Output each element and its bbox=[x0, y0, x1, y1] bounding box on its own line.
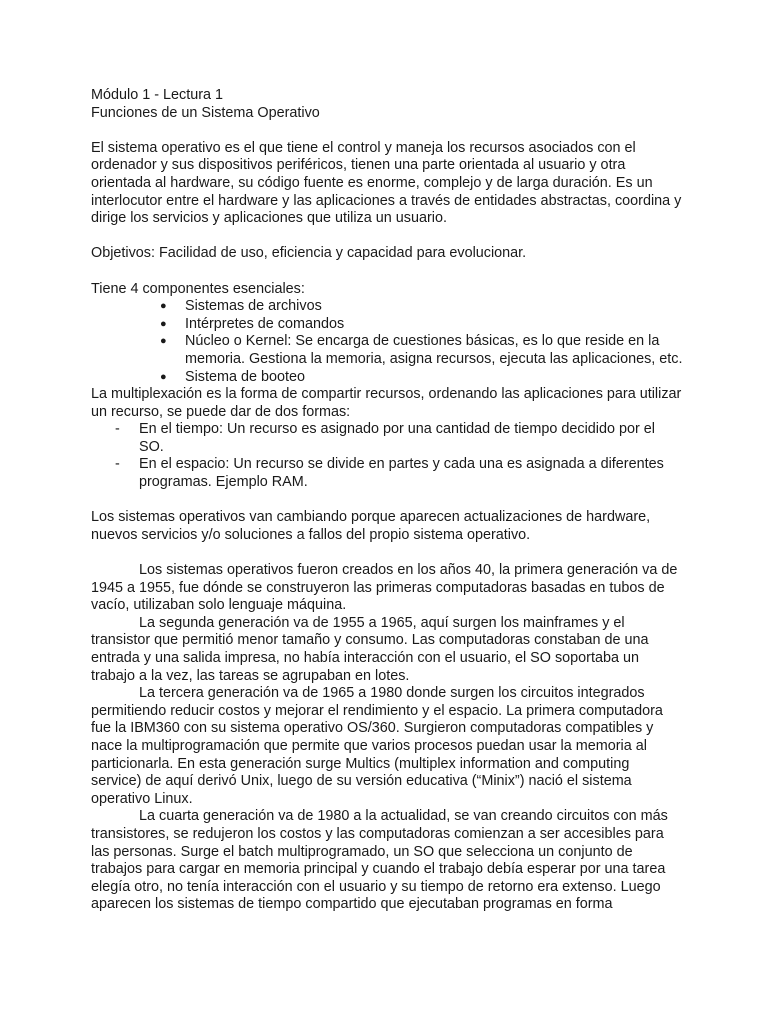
document-body bbox=[91, 87, 683, 914]
change-paragraph: Los sistemas operativos van cambiando porque aparecen actualizaciones de hardware, nuevos servicios y/o soluciones a fallos del propio sistema operativo. bbox=[91, 509, 651, 543]
spacer bbox=[91, 122, 683, 140]
history-paragraph-4: La cuarta generación va de 1980 a la actualidad, se van creando circuitos con más transistores, se redujeron los costos y las computadoras comienzan a ser accesibles para las personas. Surge el batch multiprogramado, un SO que selecciona un conjunto de trabajos para cargar en memoria principal y cuando el trabajo debía esperar por una tarea elegía otro, no tenía interacción con el usuario y su tiempo de retorno era extenso. Luego aparecen los sistemas de tiempo compartido que ejecutaban programas en forma bbox=[91, 808, 668, 913]
list-item: ● Sistema de booteo bbox=[160, 368, 306, 385]
list-item: ● Intérpretes de comandos bbox=[160, 315, 345, 332]
spacer bbox=[91, 492, 683, 510]
document-title: Funciones de un Sistema Operativo bbox=[91, 104, 320, 121]
multiplex-lead: La multiplexación es la forma de compartir recursos, ordenando las aplicaciones para utilizar un recurso, se puede dar de dos formas: bbox=[91, 386, 682, 420]
list-item: ● Núcleo o Kernel: Se encarga de cuestiones básicas, es lo que reside en la memoria. Gestiona la memoria, asigna recursos, ejecuta las aplicaciones, etc. bbox=[160, 333, 683, 367]
module-title: Módulo 1 - Lectura 1 bbox=[91, 87, 223, 103]
bullet-icon: ● bbox=[160, 370, 167, 383]
objectives-paragraph: Objetivos: Facilidad de uso, eficiencia y capacidad para evolucionar. bbox=[91, 245, 527, 262]
spacer bbox=[91, 544, 683, 562]
spacer bbox=[91, 228, 683, 246]
bullet-icon: ● bbox=[160, 335, 167, 348]
history-paragraph-3: La tercera generación va de 1965 a 1980 donde surgen los circuitos integrados permitiendo reducir costos y mejorar el rendimiento y el espacio. La primera computadora fue la IBM360 con su sistema operativo OS/360. Surgieron computadoras compatibles y nace la multiprogramación que permite que varios procesos puedan usar la memoria al particionarla. En esta generación surge Multics (multiplex information and computing service) de aquí derivó Unix, luego de su versión educativa (“Minix”) nació el sistema operativo Linux. bbox=[91, 685, 663, 807]
dash-icon: - bbox=[115, 456, 120, 473]
bullet-icon: ● bbox=[160, 300, 167, 313]
history-paragraph-2: La segunda generación va de 1955 a 1965, aquí surgen los mainframes y el transistor que permitió menor tamaño y consumo. Las computadoras constaban de una entrada y una salida impresa, no había interacción con el usuario, el SO soportaba un trabajo a la vez, las tareas se agrupaban en lotes. bbox=[91, 614, 649, 684]
spacer bbox=[91, 263, 683, 281]
components-list bbox=[91, 298, 683, 386]
dash-icon: - bbox=[115, 421, 120, 438]
history-paragraph-1: Los sistemas operativos fueron creados en los años 40, la primera generación va de 1945 a 1955, fue dónde se construyeron las primeras computadoras basadas en tubos de vacío, utilizaban solo lenguaje máquina. bbox=[91, 562, 678, 614]
bullet-icon: ● bbox=[160, 317, 167, 330]
list-item: - En el tiempo: Un recurso es asignado por una cantidad de tiempo decidido por el SO. bbox=[115, 421, 655, 455]
intro-paragraph: El sistema operativo es el que tiene el control y maneja los recursos asociados con el ordenador y sus dispositivos periféricos, tienen una parte orientada al usuario y otra orientada al hardware, su código fuente es enorme, complejo y de larga duración. Es un interlocutor entre el hardware y las aplicaciones a través de entidades abstractas, coordina y dirige los servicios y aplicaciones que utiliza un usuario. bbox=[91, 139, 682, 227]
multiplex-list bbox=[91, 421, 683, 491]
components-lead: Tiene 4 componentes esenciales: bbox=[91, 280, 305, 297]
list-item: - En el espacio: Un recurso se divide en partes y cada una es asignada a diferentes programas. Ejemplo RAM. bbox=[115, 456, 664, 491]
list-item: ● Sistemas de archivos bbox=[160, 298, 322, 315]
